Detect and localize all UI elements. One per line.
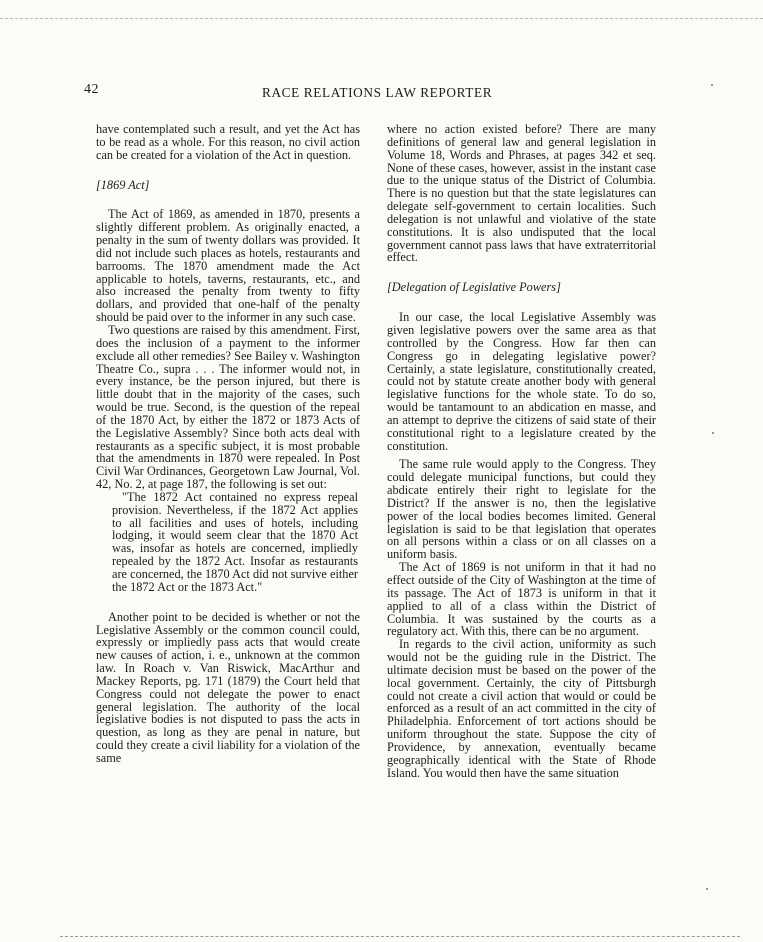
scan-speck [711,84,713,86]
paragraph: The same rule would apply to the Congress. They could delegate municipal functions, but could they abdicate entirely their right to legislate for the District? If the answer is no, then the legislative power of the local bodies becomes limited. General legislation is said to be that legislation that operates on all persons within a class or on all classes on a uniform basis. [387,457,656,562]
left-column [96,123,360,765]
paragraph: Another point to be decided is whether or not the Legislative Assembly or the common council could, expressly or impliedly pass acts that would create new causes of action, i. e., unknown at the common law. In Roach v. Van Riswick, MacArthur and Mackey Reports, pg. 171 (1879) the Court held that Congress could not delegate the power to enact general legislation. The authority of the local legislative bodies is not disputed to pass the acts in question, as long as they are penal in nature, but could they create a civil liability for a violation of the same [96,609,360,765]
scan-speck [712,432,714,434]
paragraph: The Act of 1869, as amended in 1870, presents a slightly different problem. As originally enacted, a penalty in the sum of twenty dollars was provided. It did not include such places as hotels, restaurants and barrooms. The 1870 amendment made the Act applicable to hotels, taverns, restaurants, etc., and also increased the penalty from twenty to fifty dollars, and provided that one-half of the penalty should be paid over to the informer in any such case. [96,207,360,325]
paragraph: where no action existed before? There are many definitions of general law and general legislation in Volume 18, Words and Phrases, at pages 342 et seq. None of these cases, however, assist in the instant case due to the unique status of the District of Columbia. There is no question but that the state legislatures can delegate self-government to certain localities. Such delegation is not unlawful and violative of the state constitutions. It is also undisputed that the local government cannot pass laws that have extraterritorial effect. [387,122,656,265]
paragraph: have contemplated such a result, and yet the Act has to be read as a whole. For this reason, no civil action can be created for a violation of the Act in question. [96,122,360,162]
section-heading-delegation: [Delegation of Legislative Powers] [387,280,561,295]
paragraph: The Act of 1869 is not uniform in that it had no effect outside of the City of Washington at the time of its passage. The Act of 1873 is uniform in that it applied to all of a class within the District of Columbia. It was sustained by the courts as a regulatory act. With this, there can be no argument. [387,560,656,639]
paragraph: In regards to the civil action, uniformity as such would not be the guiding rule in the District. The ultimate decision must be based on the power of the local government. Certainly, the city of Pittsburgh could not create a civil action that would or could be enforced as a result of an act committed in the city of Philadelphia. Enforcement of tort actions should be uniform throughout the state. Suppose the city of Providence, by annexation, eventually became geographically identical with the State of Rhode Island. You would then have the same situation [387,637,656,780]
scan-top-rule [0,18,763,19]
paragraph: Two questions are raised by this amendment. First, does the inclusion of a payment to the informer exclude all other remedies? See Bailey v. Washington Theatre Co., supra . . . The informer would not, in every instance, be the person injured, but there is little doubt that in the majority of the cases, such would be true. Second, is the question of the repeal of the 1870 Act, by either the 1872 or 1873 Acts of the Legislative Assembly? Since both acts deal with restaurants as a specific subject, it is most probable that the amendments in 1870 were repealed. In Post Civil War Ordinances, Georgetown Law Journal, Vol. 42, No. 2, at page 187, the following is set out: [96,322,360,492]
scan-bottom-rule [60,936,740,937]
running-head: RACE RELATIONS LAW REPORTER [262,85,493,100]
block-quote: "The 1872 Act contained no express repeal provision. Nevertheless, if the 1872 Act applies to all facilities and uses of hotels, including lodging, it would seem clear that the 1870 Act was, insofar as hotels are concerned, impliedly repealed by the 1872 Act. Insofar as restaurants are concerned, the 1870 Act did not survive either the 1872 Act or the 1873 Act." [112,489,358,594]
paragraph: In our case, the local Legislative Assembly was given legislative powers over the same area as that controlled by the Congress. How far then can Congress go in delegating legislative power? Certainly, a state legislature, constitutionally created, could not by statute create another body with general legislative functions for the whole state. To do so, would be tantamount to an abdication en masse, and an attempt to deprive the citizens of said state of their constitutional right to a legislature created by the constitution. [387,310,656,453]
page-number: 42 [84,82,99,97]
right-column [387,123,656,780]
section-heading-1869-act: [1869 Act] [96,177,150,192]
scan-speck [706,888,708,890]
